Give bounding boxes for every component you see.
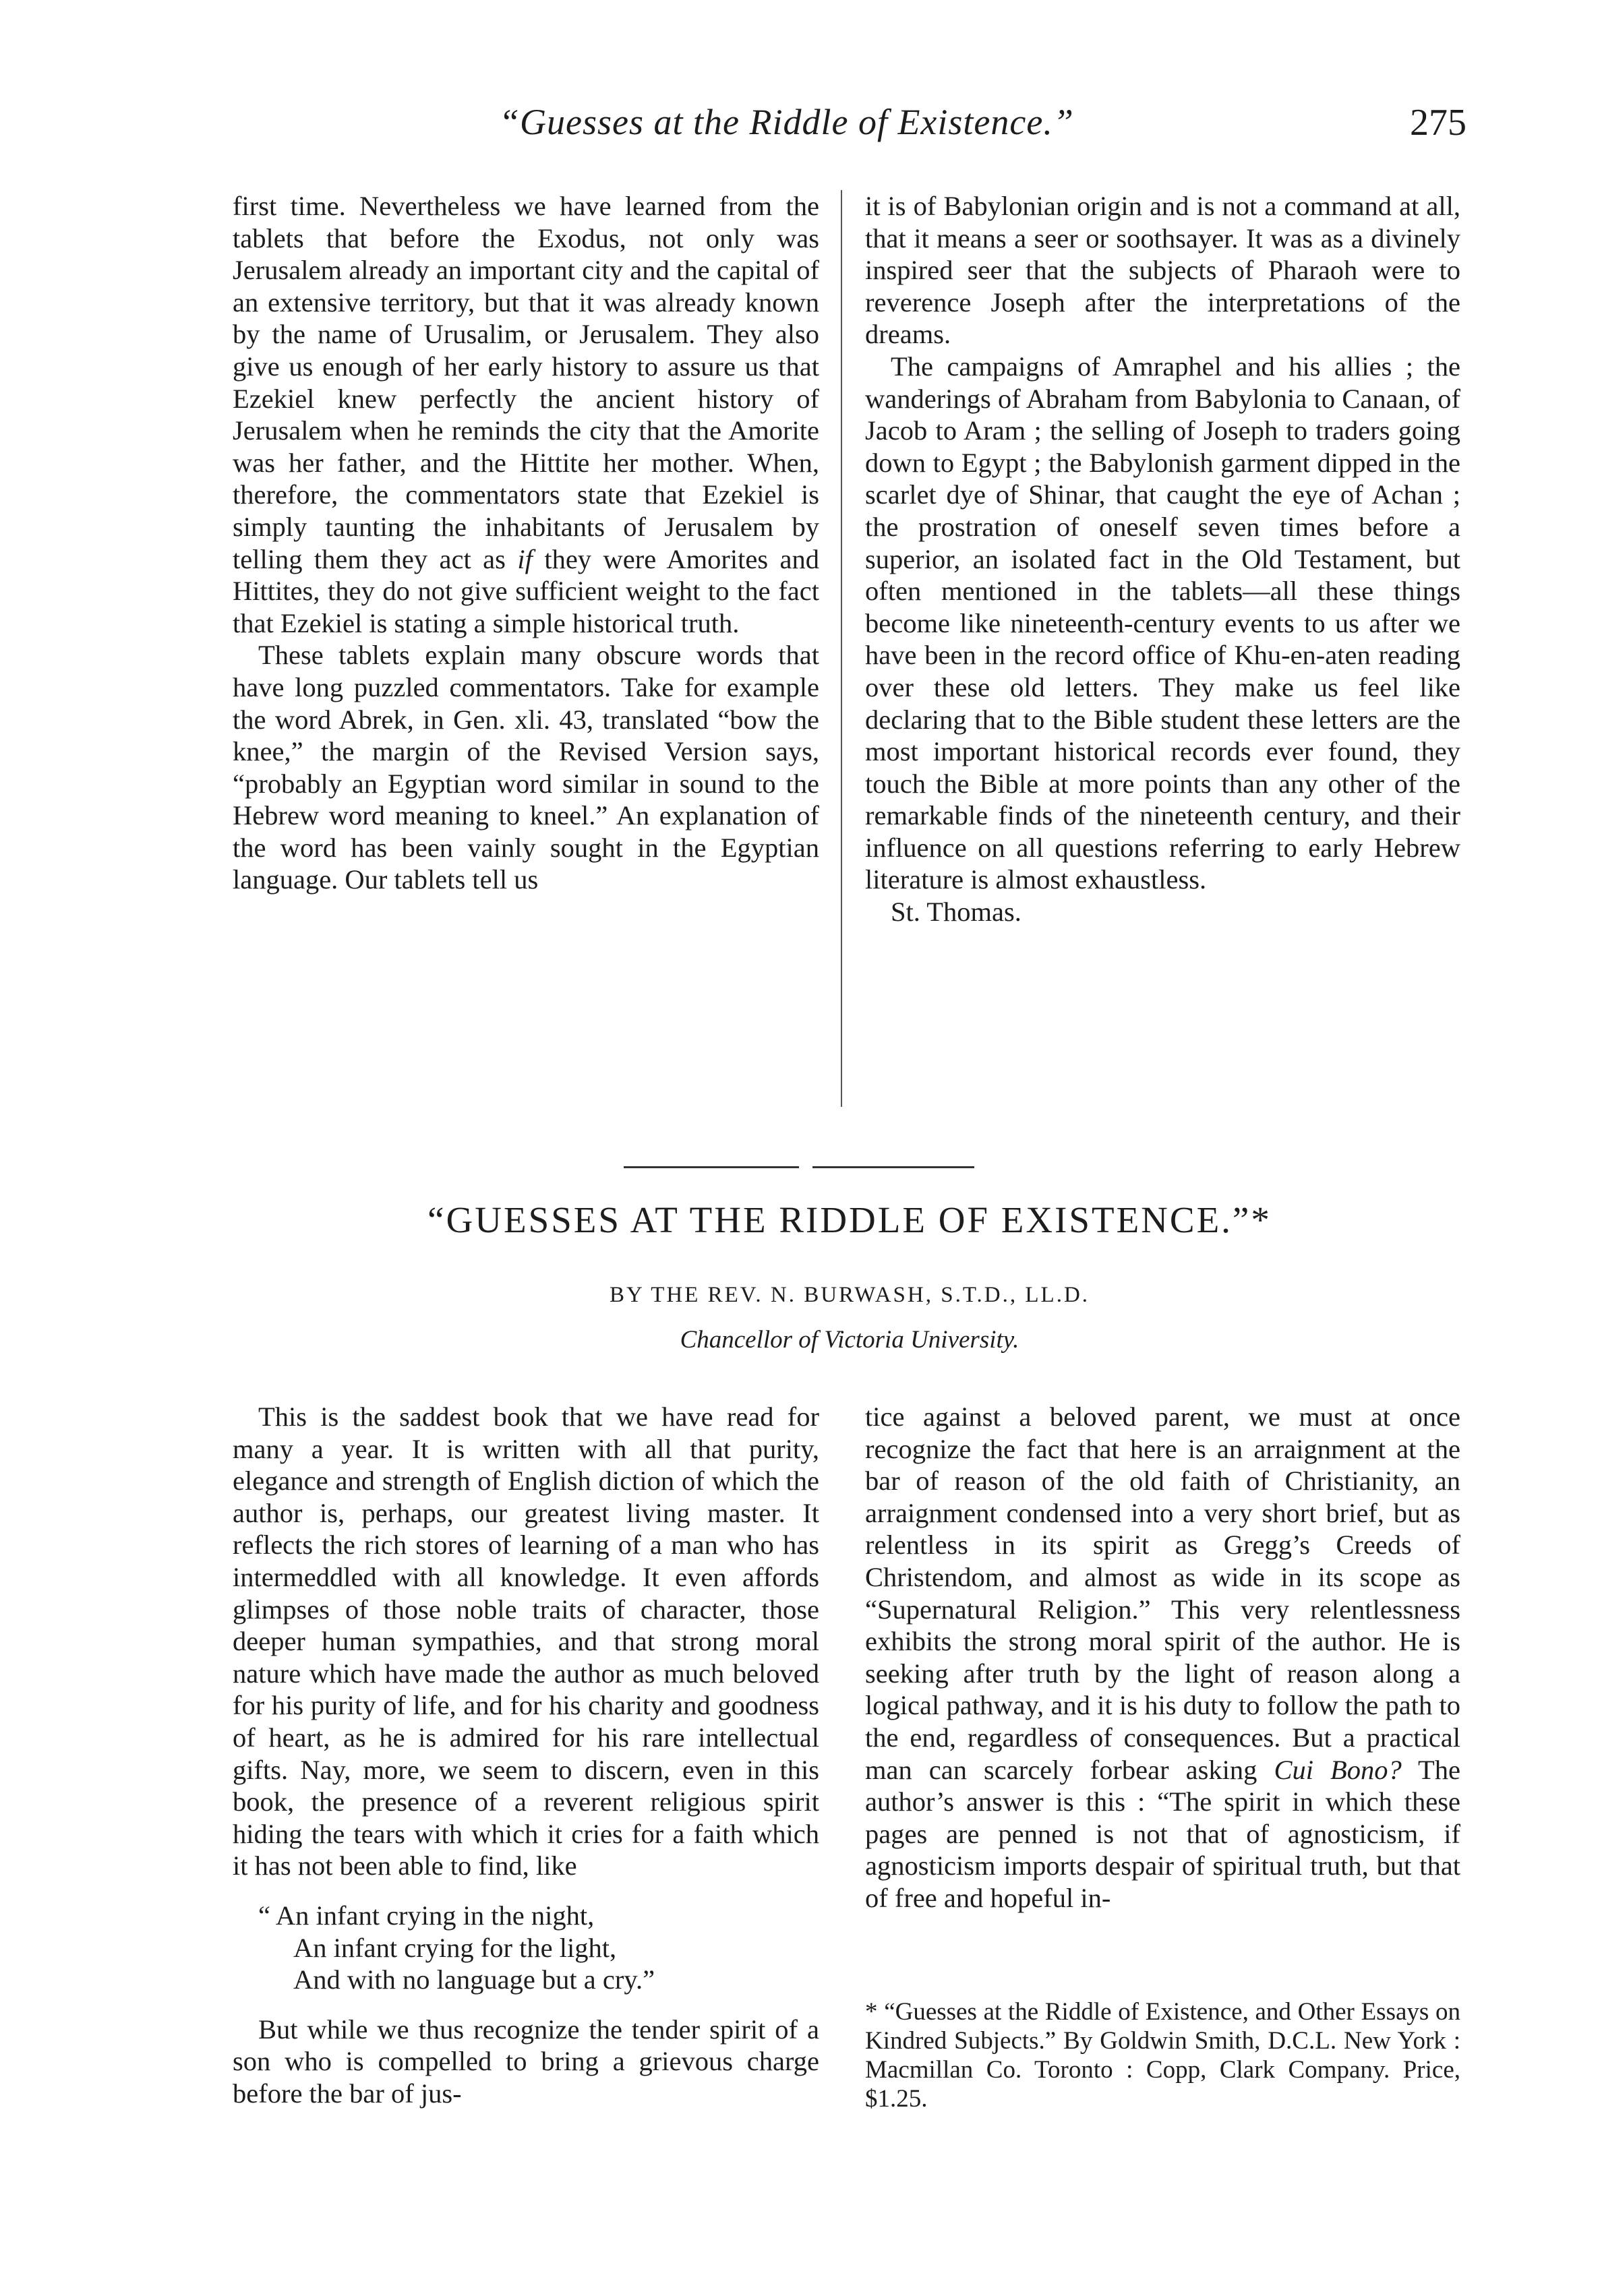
paragraph-text: tice against a beloved parent, we must at once recognize the fact that here is an arraignment at the bar of reason of the old faith of Christianity, an arraignment condensed into a very short brief, but as relentless in its spirit as Gregg’s Creeds of Christendom, and almost as wide in its scope as “Supernatural Religion.” This very relentlessness exhibits the strong moral spirit of the author. He is seeking after truth by the light of reason along a logical pathway, and it is his duty to follow the path to the end, regardless of consequences. But a practical man can scarcely forbear asking xyxy=(865,1401,1460,1785)
article-title: “GUESSES AT THE RIDDLE OF EXISTENCE.”* xyxy=(427,1199,1272,1240)
running-head xyxy=(233,101,1466,148)
paragraph: These tablets explain many obscure words that have long puzzled commentators. Take for example the word Abrek, in Gen. xli. 43, translated “bow the knee,” the margin of the Revised Version says, “probably an Egyptian word similar in sound to the Hebrew word meaning to kneel.” An explanation of the word has been vainly sought in the Egyptian language. Our tablets tell us xyxy=(233,640,819,895)
italic-phrase: Cui Bono? xyxy=(1274,1754,1402,1785)
verse-line: And with no language but a cry.” xyxy=(293,1964,655,1995)
paragraph-text: first time. Nevertheless we have learned from the tablets that before the Exodus, not only was Jerusalem already an important city and the capital of an extensive territory, but that it was already known by the name of Urusalim, or Jerusalem. They also give us enough of her early history to assure us that Ezekiel knew perfectly the ancient history of Jerusalem when he reminds the city that the Amorite was her father, and the Hittite her mother. When, therefore, the commentators state that Ezekiel is simply taunting the inhabitants of Jerusalem by telling them they act as xyxy=(233,191,819,574)
section-separator xyxy=(624,1166,799,1168)
verse-line: “ An infant crying in the night, xyxy=(258,1900,595,1931)
paragraph: But while we thus recognize the tender spirit of a son who is compelled to bring a grievous charge before the bar of jus- xyxy=(233,2014,819,2109)
running-title: “Guesses at the Riddle of Existence.” xyxy=(499,102,1074,142)
previous-article-left-column xyxy=(233,190,819,896)
author-affiliation: Chancellor of Victoria University. xyxy=(680,1326,1019,1354)
article-right-column xyxy=(865,1401,1460,1914)
paragraph: The campaigns of Amraphel and his allies ; the wanderings of Abraham from Babylonia to Canaan, of Jacob to Aram ; the selling of Joseph to traders going down to Egypt ; the Babylonish garment dipped in the scarlet dye of Shinar, that caught the eye of Achan ; the prostration of oneself seven times before a superior, an isolated fact in the Old Testament, but often mentioned in the tablets—all these things become like nineteenth-century events to us after we have been in the record office of Khu-en-aten reading over these old letters. They make us feel like declaring that to the Bible student these letters are the most important historical records ever found, they touch the Bible at more points than any other of the remarkable finds of the nineteenth century, and their influence on all questions referring to early Hebrew literature is almost exhaustless. xyxy=(865,351,1460,895)
section-separator xyxy=(812,1166,974,1168)
paragraph-text: they were Amorites and Hittites, they do not give sufficient weight to the fact that Ezekiel is stating a simple historical truth. xyxy=(233,543,820,638)
paragraph xyxy=(233,190,819,639)
verse-line: An infant crying for the light, xyxy=(293,1932,617,1963)
paragraph: This is the saddest book that we have read for many a year. It is written with all that purity, elegance and strength of English diction of which the author is, perhaps, our greatest living master. It reflects the rich stores of learning of a man who has intermeddled with all knowledge. It even affords glimpses of those noble traits of character, those deeper human sympathies, and that strong moral nature which have made the author as much beloved for his purity of life, and for his charity and goodness of heart, as he is admired for his rare intellectual gifts. Nay, more, we seem to discern, even in this book, the presence of a reverent religious spirit hiding the tears with which it cries for a faith which it has not been able to find, like xyxy=(233,1401,819,1881)
footnote: * “Guesses at the Riddle of Existence, and Other Essays on Kindred Subjects.” By Goldwin Smith, D.C.L. New York : Macmillan Co. Toronto : Copp, Clark Company. Price, $1.25. xyxy=(865,1998,1460,2113)
paragraph-text: The author’s answer is this : “The spirit in which these pages are penned is not that of agnosticism, if agnosticism imports despair of spiritual truth, but that of free and hopeful in- xyxy=(865,1754,1461,1913)
article-left-column xyxy=(233,1401,819,2109)
paragraph: it is of Babylonian origin and is not a command at all, that it means a seer or soothsayer. It was as a divinely inspired seer that the subjects of Pharaoh were to reverence Joseph after the interpretations of the dreams. xyxy=(865,191,1460,350)
italic-word: if xyxy=(517,543,533,574)
quoted-verse xyxy=(258,1900,819,1996)
paragraph xyxy=(865,1401,1460,1914)
article-byline: BY THE REV. N. BURWASH, S.T.D., LL.D. xyxy=(609,1283,1090,1307)
previous-article-right-column xyxy=(865,190,1460,928)
column-divider xyxy=(841,190,842,1107)
author-signature: St. Thomas. xyxy=(891,897,1021,928)
page-number: 275 xyxy=(1410,102,1466,144)
